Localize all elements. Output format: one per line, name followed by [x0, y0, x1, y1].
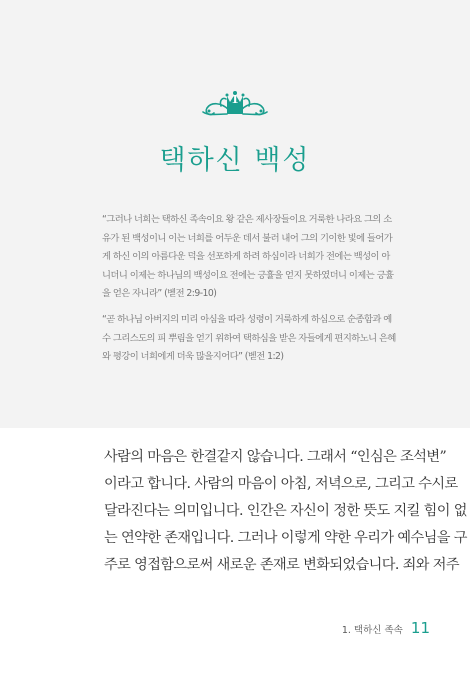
chapter-title: 택하신 백성	[159, 145, 311, 176]
body-line: 이라고 합니다. 사람의 마음이 아침, 저녁으로, 그리고 수시로	[104, 476, 458, 492]
footer-section-title: 1. 택하신 족속	[341, 625, 403, 636]
body-line: 주로 영접함으로써 새로운 존재로 변화되었습니다. 죄와 저주	[104, 557, 459, 573]
chapter-number: 1	[231, 93, 239, 106]
body-paragraph	[104, 444, 467, 579]
quote-line: 을 얻은 자니라” (벧전 2:9-10)	[102, 288, 217, 299]
quote-line: 니더니 이제는 하나님의 백성이요 전에는 긍휼을 얻지 못하였더니 이제는 긍휼	[102, 269, 394, 281]
quote-line: 수 그리스도의 피 뿌림을 얻기 위하여 택하심을 받은 자들에게 편지하노니 은혜	[102, 332, 396, 344]
page-footer	[280, 618, 430, 637]
body-line: 는 연약한 존재입니다. 그러나 이렇게 약한 우리가 예수님을 구	[104, 530, 467, 546]
quote-line: 와 평강이 너희에게 더욱 많을지어다” (벧전 1:2)	[102, 351, 284, 362]
body-line: 사람의 마음은 한결같지 않습니다. 그래서 “인심은 조석변”	[104, 449, 447, 465]
quote-line: 유가 된 백성이니 이는 너희를 어두운 데서 불러 내어 그의 기이한 빛에 들어가	[102, 232, 393, 244]
body-line: 달라진다는 의미입니다. 인간은 자신이 정한 뜻도 지킬 힘이 없	[104, 503, 467, 519]
page-number: 11	[410, 619, 430, 637]
quote-line: 게 하신 이의 아름다운 덕을 선포하게 하려 하심이라 너희가 전에는 백성이 아	[102, 251, 390, 262]
scripture-quote	[102, 211, 394, 304]
scripture-quote	[102, 311, 396, 367]
quote-line: “곧 하나님 아버지의 미리 아심을 따라 성령이 거룩하게 하심으로 순종함과 예	[102, 314, 392, 325]
quote-line: “그러나 너희는 택하신 족속이요 왕 같은 제사장들이요 거룩한 나라요 그의 소	[102, 214, 392, 225]
